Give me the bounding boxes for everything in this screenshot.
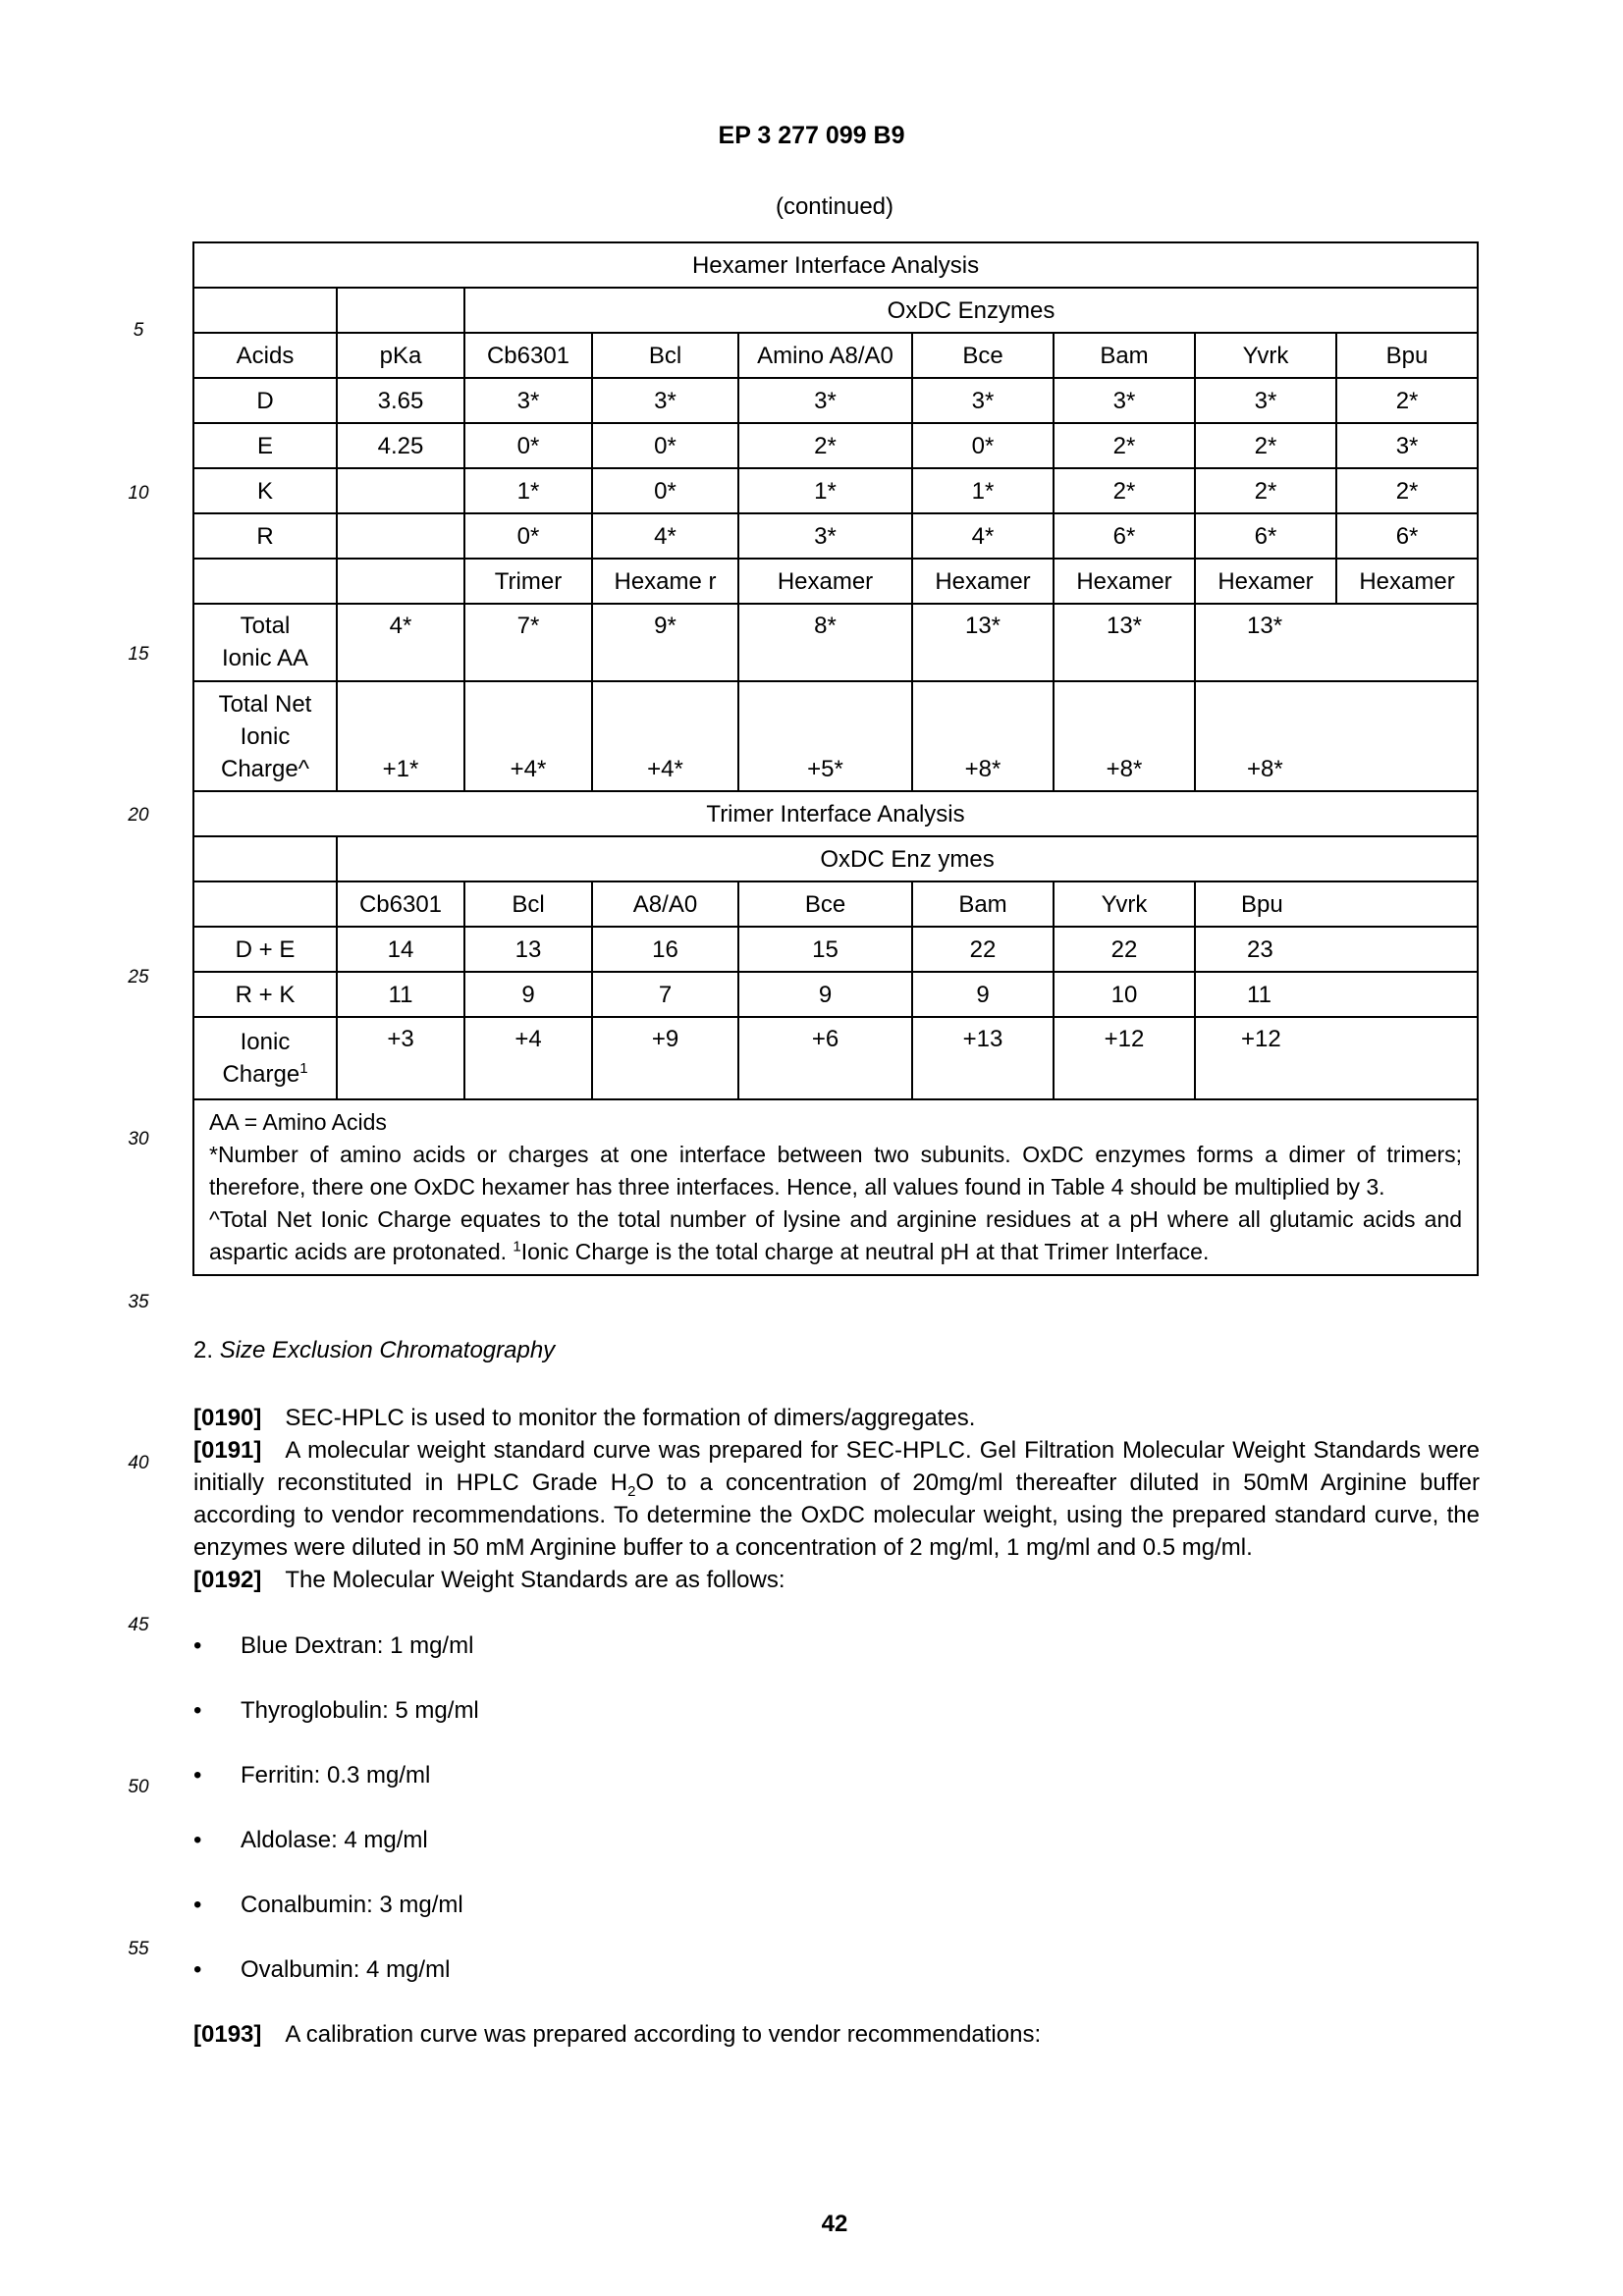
table-cell: 2* xyxy=(1336,468,1478,513)
paragraph-0191 xyxy=(193,1434,1480,1564)
column-header: Bcl xyxy=(592,333,738,378)
hexamer-section-title: Hexamer Interface Analysis xyxy=(193,242,1478,288)
list-item xyxy=(193,1953,479,2018)
table-cell: 2* xyxy=(1054,423,1195,468)
column-header: Cb6301 xyxy=(337,881,464,927)
row-label-line: Charge^ xyxy=(221,755,309,782)
list-item xyxy=(193,1824,479,1889)
footnote-caret xyxy=(209,1203,1462,1268)
table-row xyxy=(193,927,1478,972)
column-header: Bam xyxy=(912,881,1054,927)
line-number: 40 xyxy=(128,1453,149,1473)
table-cell: 0* xyxy=(912,423,1054,468)
table-cell: Hexame r xyxy=(592,559,738,604)
column-header: Bcl xyxy=(464,881,592,927)
table-cell: D xyxy=(193,378,337,423)
paragraph-text: O to a concentration of 20mg/ml thereafter diluted in 50mM Arginine buffer according to vendor recommendations. To determine the OxDC molecular weight, using the prepared standard curve, the enzymes were diluted in 50 mM Arginine buffer to a concentration of 2 mg/ml, 1 mg/ml and 0.5 mg/ml. xyxy=(193,1469,1480,1561)
footnote-abbrev: AA = Amino Acids xyxy=(209,1109,387,1135)
column-header: A8/A0 xyxy=(592,881,738,927)
table-cell: +12 xyxy=(1195,1017,1478,1099)
column-header: Bpu xyxy=(1195,881,1478,927)
table-cell: +4* xyxy=(592,681,738,791)
bullet-icon: • xyxy=(193,1956,202,1983)
table-cell: 3* xyxy=(464,378,592,423)
interface-analysis-table xyxy=(192,241,1479,1276)
table-cell: Hexamer xyxy=(1336,559,1478,604)
column-header: Amino A8/A0 xyxy=(738,333,912,378)
paragraph-text: A molecular weight standard curve was prepared for SEC-HPLC. Gel Filtration Molecular Weight Standards were initially reconstituted in HPLC Grade H xyxy=(193,1437,1480,1496)
list-item-text: Conalbumin: 3 mg/ml xyxy=(241,1892,463,1918)
footnote-ionic-charge-text: Ionic Charge is the total charge at neutral pH at that Trimer Interface. xyxy=(520,1239,1210,1264)
trimer-section-title: Trimer Interface Analysis xyxy=(193,791,1478,836)
paragraph-0192 xyxy=(193,1564,1480,1596)
table-cell: 13* xyxy=(1195,604,1478,681)
line-number: 35 xyxy=(128,1292,149,1312)
table-cell: 0* xyxy=(592,423,738,468)
paragraph-text: SEC-HPLC is used to monitor the formation of dimers/aggregates. xyxy=(285,1405,976,1431)
table-cell: 0* xyxy=(464,423,592,468)
table-cell: 1* xyxy=(464,468,592,513)
table-cell: 13* xyxy=(1054,604,1195,681)
footnote-asterisk: *Number of amino acids or charges at one interface between two subunits. OxDC enzymes forms a dimer of trimers; therefore, there one OxDC hexamer has three interfaces. Hence, all values found in Table 4 should be multiplied by 3. xyxy=(209,1142,1463,1200)
table-cell xyxy=(337,513,464,559)
paragraph-0193 xyxy=(193,2018,1480,2051)
trimer-column-headers xyxy=(193,881,1478,927)
table-cell xyxy=(337,559,464,604)
oligomer-state-row xyxy=(193,559,1478,604)
table-cell: Hexamer xyxy=(1195,559,1336,604)
list-item xyxy=(193,1759,479,1824)
ionic-charge-row xyxy=(193,1017,1478,1099)
column-header: Bpu xyxy=(1336,333,1478,378)
table-cell: 3* xyxy=(1054,378,1195,423)
paragraph-number: [0190] xyxy=(193,1405,262,1431)
table-row xyxy=(193,972,1478,1017)
footnote-marker: 1 xyxy=(299,1060,308,1077)
line-number: 50 xyxy=(128,1777,149,1797)
empty-cell xyxy=(193,288,337,333)
table-cell: 6* xyxy=(1336,513,1478,559)
table-cell: 4* xyxy=(337,604,464,681)
table-cell: +4* xyxy=(464,681,592,791)
table-cell: Trimer xyxy=(464,559,592,604)
footnote-marker: 1 xyxy=(513,1238,521,1255)
paragraph-number: [0191] xyxy=(193,1437,262,1464)
list-item-text: Ferritin: 0.3 mg/ml xyxy=(241,1762,431,1789)
bullet-icon: • xyxy=(193,1697,202,1724)
table-cell: 9 xyxy=(912,972,1054,1017)
table-row xyxy=(193,468,1478,513)
bullet-icon: • xyxy=(193,1892,202,1918)
table-cell: 8* xyxy=(738,604,912,681)
list-item-text: Blue Dextran: 1 mg/ml xyxy=(241,1632,474,1659)
table-cell: 4.25 xyxy=(337,423,464,468)
column-header: Bam xyxy=(1054,333,1195,378)
row-label xyxy=(193,681,337,791)
table-cell: 2* xyxy=(1195,423,1336,468)
table-cell: 1* xyxy=(912,468,1054,513)
table-cell xyxy=(337,468,464,513)
section-title: Size Exclusion Chromatography xyxy=(219,1337,556,1363)
table-cell: 7* xyxy=(464,604,592,681)
bullet-icon: • xyxy=(193,1827,202,1853)
table-cell: 3* xyxy=(738,378,912,423)
table-cell: 16 xyxy=(592,927,738,972)
table-cell: 22 xyxy=(912,927,1054,972)
line-number: 25 xyxy=(128,967,149,988)
row-label-line: Ionic AA xyxy=(221,645,309,671)
table-cell: Hexamer xyxy=(1054,559,1195,604)
table-cell: 9 xyxy=(464,972,592,1017)
table-cell: 2* xyxy=(1195,468,1336,513)
standards-list xyxy=(193,1629,479,2018)
table-cell: R + K xyxy=(193,972,337,1017)
column-header: Yvrk xyxy=(1054,881,1195,927)
enzymes-group-header: OxDC Enz ymes xyxy=(337,836,1478,881)
table-cell: 1* xyxy=(738,468,912,513)
table-cell: 14 xyxy=(337,927,464,972)
table-cell: +9 xyxy=(592,1017,738,1099)
table-cell: +5* xyxy=(738,681,912,791)
paragraph-text: A calibration curve was prepared according to vendor recommendations: xyxy=(285,2021,1042,2048)
table-cell: 0* xyxy=(592,468,738,513)
list-item-text: Thyroglobulin: 5 mg/ml xyxy=(241,1697,479,1724)
table-cell: 22 xyxy=(1054,927,1195,972)
empty-cell xyxy=(193,836,337,881)
table-footnotes xyxy=(193,1099,1478,1275)
table-cell: +8* xyxy=(912,681,1054,791)
hexamer-column-headers xyxy=(193,333,1478,378)
table-cell: +4 xyxy=(464,1017,592,1099)
row-label-line: Charge xyxy=(222,1061,300,1088)
column-header: Yvrk xyxy=(1195,333,1336,378)
table-cell: 3* xyxy=(592,378,738,423)
total-net-ionic-charge-row xyxy=(193,681,1478,791)
row-label-line: Total Net xyxy=(218,690,312,718)
column-header: Cb6301 xyxy=(464,333,592,378)
paragraph-number: [0192] xyxy=(193,1567,262,1593)
line-number: 15 xyxy=(128,644,149,665)
table-cell: Hexamer xyxy=(738,559,912,604)
section-number: 2. xyxy=(193,1337,220,1363)
table-cell: +12 xyxy=(1054,1017,1195,1099)
enzymes-group-header: OxDC Enzymes xyxy=(464,288,1478,333)
line-number: 5 xyxy=(133,320,144,341)
row-label xyxy=(193,604,337,681)
table-cell: 13 xyxy=(464,927,592,972)
column-header: Acids xyxy=(193,333,337,378)
table-cell: 3.65 xyxy=(337,378,464,423)
page-number: 42 xyxy=(821,2211,848,2237)
table-cell: +1* xyxy=(337,681,464,791)
line-number: 45 xyxy=(128,1615,149,1635)
table-row xyxy=(193,423,1478,468)
section-heading xyxy=(193,1337,555,1364)
list-item xyxy=(193,1629,479,1694)
table-cell: +3 xyxy=(337,1017,464,1099)
line-number: 30 xyxy=(128,1129,149,1149)
table-cell: 6* xyxy=(1195,513,1336,559)
list-item xyxy=(193,1889,479,1953)
table-cell: 4* xyxy=(592,513,738,559)
continued-label: (continued) xyxy=(775,193,894,220)
bullet-icon: • xyxy=(193,1632,202,1659)
table-cell: Hexamer xyxy=(912,559,1054,604)
column-header: Bce xyxy=(912,333,1054,378)
table-cell: +6 xyxy=(738,1017,912,1099)
column-header: Bce xyxy=(738,881,912,927)
table-cell: 15 xyxy=(738,927,912,972)
table-row xyxy=(193,378,1478,423)
table-cell: 10 xyxy=(1054,972,1195,1017)
table-cell: E xyxy=(193,423,337,468)
column-header xyxy=(193,881,337,927)
table-cell: 2* xyxy=(738,423,912,468)
table-cell: 9* xyxy=(592,604,738,681)
table-cell: 3* xyxy=(1336,423,1478,468)
table-cell: 2* xyxy=(1054,468,1195,513)
table-cell: 3* xyxy=(738,513,912,559)
total-ionic-aa-row xyxy=(193,604,1478,681)
table-cell: 9 xyxy=(738,972,912,1017)
row-label-line: Total xyxy=(240,613,291,639)
empty-cell xyxy=(337,288,464,333)
table-cell: 3* xyxy=(1195,378,1336,423)
table-row xyxy=(193,513,1478,559)
document-id: EP 3 277 099 B9 xyxy=(718,122,905,149)
table-cell: +8* xyxy=(1054,681,1195,791)
table-cell: 2* xyxy=(1336,378,1478,423)
paragraph-0190 xyxy=(193,1402,1480,1434)
row-label-line: Ionic xyxy=(240,722,291,750)
table-cell: +13 xyxy=(912,1017,1054,1099)
list-item xyxy=(193,1694,479,1759)
table-cell: R xyxy=(193,513,337,559)
table-cell: D + E xyxy=(193,927,337,972)
row-label-line: Ionic xyxy=(240,1029,291,1055)
table-cell xyxy=(193,559,337,604)
table-cell: 13* xyxy=(912,604,1054,681)
paragraph-text: The Molecular Weight Standards are as follows: xyxy=(285,1567,785,1593)
table-cell: 4* xyxy=(912,513,1054,559)
table-cell: 11 xyxy=(337,972,464,1017)
table-cell: 7 xyxy=(592,972,738,1017)
column-header: pKa xyxy=(337,333,464,378)
line-number: 10 xyxy=(128,483,149,504)
row-label xyxy=(193,1017,337,1099)
table-cell: +8* xyxy=(1195,681,1478,791)
table-cell: 11 xyxy=(1195,972,1478,1017)
subscript: 2 xyxy=(627,1482,636,1500)
table-cell: 0* xyxy=(464,513,592,559)
list-item-text: Ovalbumin: 4 mg/ml xyxy=(241,1956,451,1983)
paragraph-number: [0193] xyxy=(193,2021,262,2048)
bullet-icon: • xyxy=(193,1762,202,1789)
table-cell: 3* xyxy=(912,378,1054,423)
table-cell: K xyxy=(193,468,337,513)
line-number: 20 xyxy=(128,805,149,826)
table-cell: 23 xyxy=(1195,927,1478,972)
table-cell: 6* xyxy=(1054,513,1195,559)
line-number: 55 xyxy=(128,1939,149,1959)
list-item-text: Aldolase: 4 mg/ml xyxy=(241,1827,428,1853)
footnote-caret-text: ^Total Net Ionic Charge equates to the total number of lysine and arginine residues at a pH where all glutamic acids and aspartic acids are protonated. xyxy=(209,1206,1463,1264)
